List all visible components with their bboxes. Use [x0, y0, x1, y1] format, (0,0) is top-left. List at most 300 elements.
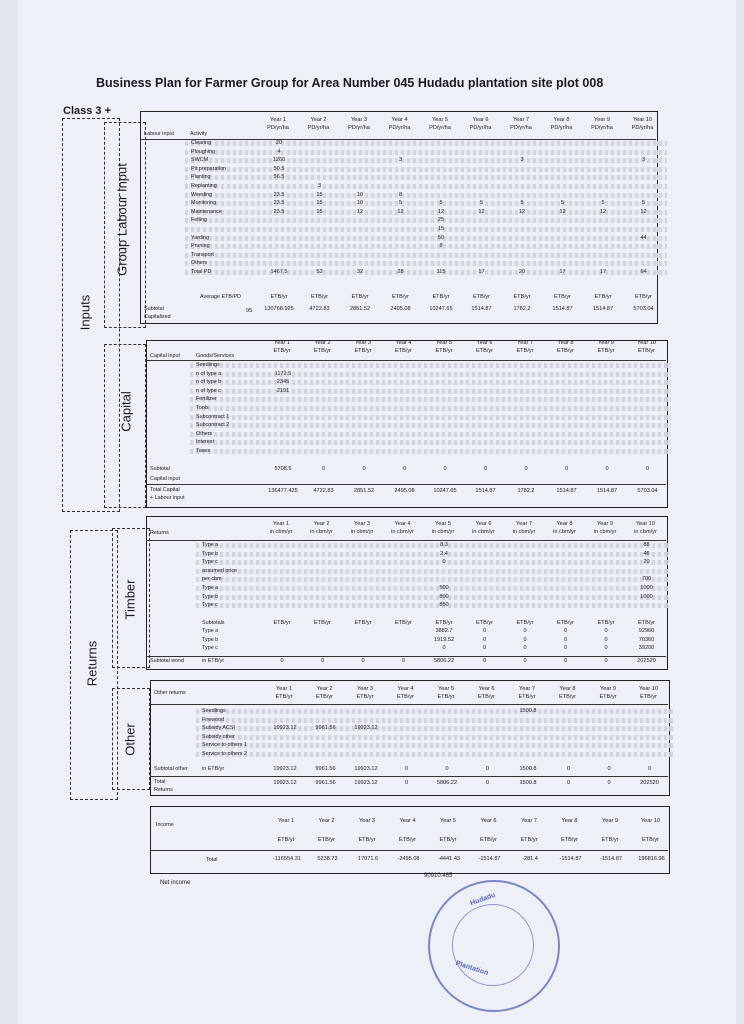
- timber-val-cell: 92960: [638, 628, 655, 634]
- income-year-header: Year 2: [318, 818, 335, 824]
- timber-year-header: Year 10: [635, 521, 656, 527]
- timber-subtotal-wood-label: Subtotal wood: [150, 658, 185, 664]
- timber-etb-unit: ETB/yr: [435, 620, 453, 626]
- other-total-value: 1500.8: [519, 780, 537, 786]
- timber-unit-header: in cbm/yr: [431, 529, 455, 535]
- income-year-header: Year 9: [602, 818, 618, 824]
- capital-unit-header: ETB/yr: [516, 348, 534, 354]
- income-total-value: -1514.87: [559, 856, 582, 862]
- timber-col-header: Returns: [150, 530, 169, 536]
- labour-cell: 15: [316, 208, 323, 215]
- timber-etb-unit: ETB/yr: [597, 620, 615, 626]
- capital-unit-header: ETB/yr: [556, 348, 575, 354]
- timber-cell: 2.4: [440, 550, 448, 557]
- labour-row-shading: [185, 158, 667, 163]
- timber-year-header: Year 9: [597, 521, 613, 527]
- capital-row-shading: [190, 432, 671, 437]
- capital-label: Capital: [118, 391, 134, 432]
- labour-cell: 12: [397, 208, 404, 215]
- capital-unit-header: ETB/yr: [273, 348, 291, 354]
- stamp-text-top: Hudadu: [469, 891, 497, 908]
- labour-year-header: Year 6: [472, 117, 489, 123]
- income-total-value: 5238.73: [317, 856, 338, 862]
- income-unit-header: ETB/yr: [479, 837, 498, 843]
- other-row-label: Subsidy ACSI: [202, 725, 235, 732]
- labour-unit-header: PD/yr/ha: [469, 125, 492, 131]
- labour-cell: 5: [479, 200, 484, 207]
- timber-val-cell: 0: [523, 636, 527, 643]
- labour-col-header: Labour input: [144, 131, 174, 137]
- income-year-header: Year 1: [278, 818, 294, 824]
- labour-cell: 23.5: [273, 200, 285, 207]
- capital-unit-header: ETB/yr: [313, 348, 332, 354]
- labour-subtotal-value: 1514.87: [471, 306, 492, 312]
- labour-cell: 3: [520, 157, 524, 164]
- timber-cell: 20: [643, 559, 650, 566]
- timber-row-label: per cbm: [202, 576, 222, 583]
- labour-cell: 8: [439, 243, 443, 250]
- timber-cell: 700: [641, 576, 652, 583]
- labour-subtotal-value: 1782.2: [513, 306, 531, 312]
- other-subtotal-value: 0: [485, 766, 490, 772]
- labour-capitalized-label: Capitalized: [144, 314, 171, 320]
- other-row-shading: [196, 752, 673, 757]
- capital-row-label: Others: [196, 430, 213, 437]
- capital-year-header: Year 8: [557, 340, 574, 346]
- capital-cell: 1172.5: [274, 370, 292, 377]
- timber-header-rule: [146, 540, 666, 541]
- other-unit-header: ETB/yr: [396, 694, 415, 700]
- capital-row-shading: [190, 449, 671, 454]
- net-income-label: Net income: [160, 880, 191, 886]
- labour-label: Group Labour Input: [114, 163, 130, 276]
- timber-val-cell: 0: [482, 645, 487, 652]
- other-subtotal-value: 1500.8: [519, 766, 537, 772]
- timber-unit-header: in cbm/yr: [472, 529, 495, 535]
- labour-cell: 10: [356, 191, 364, 198]
- timber-subtotal-wood-value: 0: [563, 658, 568, 664]
- timber-cell: 8.3: [440, 542, 448, 548]
- labour-subtotal-value: 1514.87: [552, 306, 573, 312]
- capital-total-value: 136477.425: [268, 488, 298, 494]
- income-col-header: Income: [156, 822, 174, 828]
- income-unit-header: ETB/yr: [358, 837, 376, 843]
- income-unit-header: ETB/yr: [398, 837, 417, 843]
- income-unit-header: ETB/yr: [277, 837, 295, 843]
- income-year-header: Year 7: [521, 818, 537, 824]
- income-unit-header: ETB/yr: [601, 837, 619, 843]
- capital-row-shading: [190, 423, 671, 428]
- timber-val-cell: 39200: [638, 645, 655, 652]
- timber-etb-unit: ETB/yr: [637, 620, 656, 626]
- timber-subtotal-wood-value: 0: [320, 658, 325, 664]
- capital-unit-header: ETB/yr: [475, 348, 494, 354]
- capital-subtotal-value: 0: [524, 466, 528, 472]
- capital-total-value: 10247.65: [433, 488, 457, 494]
- labour-row-label: Others: [191, 260, 208, 267]
- labour-col-header: Activity: [190, 131, 208, 137]
- timber-subtotal-wood-value: 0: [604, 658, 608, 664]
- income-total-value: 17071.6: [357, 856, 379, 862]
- timber-row-label: Type a: [202, 542, 219, 548]
- labour-year-header: Year 1: [270, 117, 286, 123]
- labour-unit-header: PD/yr/ha: [591, 125, 613, 131]
- timber-cell: 46: [643, 550, 650, 557]
- capital-row-shading: [190, 389, 671, 394]
- other-row-shading: [196, 735, 673, 740]
- labour-cell: 32: [356, 269, 364, 275]
- other-row-shading: [196, 743, 673, 748]
- capital-row-shading: [190, 372, 671, 377]
- other-total-value: 19923.12: [354, 780, 378, 786]
- capital-unit-header: ETB/yr: [637, 348, 656, 354]
- capital-input-label: Capital input: [150, 476, 180, 482]
- income-year-header: Year 3: [359, 818, 375, 824]
- capital-total-value: 2495.08: [394, 488, 415, 494]
- capital-year-header: Year 9: [598, 340, 614, 346]
- labour-row-label: Maintenance: [191, 208, 222, 215]
- labour-row-shading: [185, 167, 667, 172]
- timber-val-row-label: Type b: [202, 636, 219, 643]
- timber-etb-unit: ETB/yr: [516, 620, 534, 626]
- labour-cell: 28: [397, 269, 404, 275]
- other-header-rule: [150, 704, 668, 705]
- labour-cell: 1467.5: [270, 269, 288, 275]
- labour-etb-unit: ETB/yr: [513, 294, 531, 300]
- labour-cell: 17: [559, 269, 566, 275]
- other-subtotal-value: 19923.12: [354, 766, 378, 772]
- other-year-header: Year 7: [519, 686, 535, 692]
- labour-cell: 23.5: [273, 191, 285, 198]
- labour-unit-header: PD/yr/ha: [388, 125, 411, 131]
- income-total-value: -281.4: [522, 856, 538, 862]
- timber-etb-unit: ETB/yr: [313, 620, 332, 626]
- timber-row-label: Type c: [202, 602, 218, 609]
- labour-subtotal-value: 5703.04: [633, 306, 654, 312]
- labour-cell: 5: [439, 200, 443, 207]
- labour-etb-unit: ETB/yr: [472, 294, 491, 300]
- labour-cell: 12: [599, 208, 607, 215]
- labour-cell: 5: [520, 200, 524, 207]
- labour-cell: 50: [437, 234, 445, 241]
- timber-val-cell: 0: [482, 636, 487, 643]
- other-row-label: Subsidy other: [202, 733, 235, 740]
- other-total-value: 0: [404, 780, 409, 786]
- other-total-value: 9961.56: [315, 780, 336, 786]
- timber-unit-header: in cbm/yr: [269, 529, 293, 535]
- timber-row-label: Type a: [202, 585, 219, 591]
- capital-subtotal-value: 0: [564, 466, 569, 472]
- income-total-value: -4441.43: [437, 856, 461, 862]
- other-row-label: Firewood: [202, 716, 225, 723]
- labour-etb-unit: ETB/yr: [594, 294, 612, 300]
- capital-unit-header: ETB/yr: [597, 348, 615, 354]
- capital-row-label: Subcontract 1: [196, 413, 230, 420]
- labour-cell: 15: [437, 226, 445, 232]
- timber-val-cell: 0: [482, 628, 487, 634]
- timber-unit-header: in cbm/yr: [391, 529, 414, 535]
- capital-row-label: Subcontract 2: [196, 422, 230, 429]
- labour-avg-value: 95: [246, 308, 252, 314]
- labour-etb-unit: ETB/yr: [432, 294, 450, 300]
- labour-row-label: Total PD: [191, 269, 212, 275]
- other-total-rule: [150, 776, 668, 777]
- income-rule: [150, 850, 668, 851]
- income-year-header: Year 4: [399, 818, 416, 824]
- timber-cell: 800: [439, 593, 449, 600]
- capital-subtotal-value: 0: [483, 466, 488, 472]
- other-cell: 19923.12: [273, 725, 297, 732]
- other-total-label: Returns: [154, 787, 173, 793]
- labour-year-header: Year 4: [391, 117, 408, 123]
- capital-row-shading: [190, 397, 671, 402]
- other-year-header: Year 8: [559, 686, 576, 692]
- income-year-header: Year 5: [440, 818, 456, 824]
- capital-header-rule: [146, 360, 666, 361]
- labour-etb-unit: ETB/yr: [553, 294, 572, 300]
- capital-subtotal-value: 5708.5: [274, 466, 292, 472]
- labour-cell: 25: [437, 217, 445, 224]
- other-row-label: Service to others 2: [202, 751, 247, 757]
- timber-row-label: assumed price: [202, 567, 238, 574]
- other-subtotal-value: 0: [404, 766, 409, 772]
- timber-year-header: Year 1: [273, 521, 289, 527]
- income-unit-header: ETB/yr: [641, 837, 660, 843]
- labour-cell: 20: [518, 269, 526, 275]
- labour-row-label: Clearing: [191, 140, 212, 146]
- labour-cell: 10: [356, 200, 364, 207]
- labour-subtotal-value: 10247.65: [429, 306, 453, 312]
- other-unit-header: ETB/yr: [477, 694, 496, 700]
- labour-cell: 12: [559, 208, 566, 215]
- capital-total-label: + Labour input: [150, 495, 185, 501]
- labour-cell: 5: [560, 200, 565, 207]
- labour-year-header: Year 3: [351, 117, 367, 123]
- labour-row-shading: [185, 184, 667, 189]
- timber-subtotal-wood-value: 5806.22: [433, 658, 455, 664]
- timber-year-header: Year 5: [435, 521, 451, 527]
- capital-col-header: Capital input: [150, 353, 180, 359]
- labour-row-shading: [185, 175, 667, 180]
- labour-cell: 4: [277, 148, 281, 155]
- timber-cell: 0: [442, 559, 446, 566]
- other-unit-header: ETB/yr: [599, 694, 617, 700]
- capital-year-header: Year 10: [636, 340, 657, 346]
- income-year-header: Year 10: [640, 818, 661, 824]
- capital-subtotal-value: 0: [402, 466, 407, 472]
- timber-etb-unit: ETB/yr: [354, 620, 372, 626]
- other-total-value: 202520: [640, 780, 659, 786]
- timber-label: Timber: [122, 579, 138, 620]
- other-label: Other: [122, 723, 138, 756]
- timber-row-label: Type c: [202, 559, 218, 566]
- other-year-header: Year 1: [276, 686, 292, 692]
- timber-val-cell: 0: [604, 645, 608, 652]
- capital-unit-header: ETB/yr: [354, 348, 372, 354]
- timber-val-cell: 0: [523, 628, 527, 634]
- income-total-value: -1514.87: [478, 856, 501, 862]
- capital-cell: 2345: [276, 379, 290, 386]
- labour-subtotal-value: 130768.925: [264, 306, 294, 312]
- other-row-shading: [196, 709, 673, 714]
- other-cell: 1500.8: [519, 708, 537, 714]
- timber-cell: 500: [439, 585, 449, 591]
- timber-val-cell: 0: [563, 628, 568, 634]
- capital-total-value: 1514.87: [556, 488, 577, 494]
- timber-unit-header: in cbm/yr: [634, 529, 657, 535]
- capital-row-shading: [190, 380, 671, 385]
- other-row-label: Seedlings: [202, 708, 226, 714]
- timber-year-header: Year 3: [354, 521, 370, 527]
- labour-cell: 3: [398, 157, 403, 164]
- income-year-header: Year 6: [480, 818, 497, 824]
- labour-row-label: Replanting: [191, 183, 217, 189]
- capital-col-header: Goods/Services: [196, 353, 235, 359]
- capital-year-header: Year 6: [476, 340, 493, 346]
- timber-row-shading: [196, 569, 670, 574]
- other-year-header: Year 5: [438, 686, 454, 692]
- capital-subtotal-value: 0: [645, 466, 650, 472]
- other-cell: 9961.56: [315, 725, 336, 732]
- other-year-header: Year 3: [357, 686, 373, 692]
- labour-cell: 15: [316, 200, 323, 207]
- other-subtotal-value: 19923.12: [273, 766, 297, 772]
- capital-total-value: 2851.52: [353, 488, 375, 494]
- labour-etb-unit: ETB/yr: [391, 294, 410, 300]
- labour-unit-header: PD/yr/ha: [307, 125, 330, 131]
- capital-unit-header: ETB/yr: [435, 348, 453, 354]
- capital-row-label: Fertilizer: [196, 396, 217, 403]
- timber-row-shading: [196, 577, 670, 582]
- capital-row-label: Seedlings: [196, 362, 220, 368]
- timber-val-cell: 0: [563, 636, 568, 643]
- capital-year-header: Year 5: [436, 340, 452, 346]
- labour-unit-header: PD/yr/ha: [348, 125, 370, 131]
- timber-cell: 88: [643, 542, 650, 548]
- labour-year-header: Year 10: [632, 117, 653, 123]
- labour-cell: 17: [599, 269, 607, 275]
- labour-cell: 1260: [272, 157, 286, 164]
- income-unit-header: ETB/yr: [560, 837, 579, 843]
- other-year-header: Year 10: [638, 686, 659, 692]
- labour-row-shading: [185, 261, 667, 266]
- timber-unit-header: in cbm/yr: [350, 529, 374, 535]
- other-unit-header: ETB/yr: [518, 694, 536, 700]
- labour-cell: 12: [518, 208, 526, 215]
- capital-row-shading: [190, 415, 671, 420]
- other-subtotal-value: 0: [445, 766, 449, 772]
- other-total-value: 0: [607, 780, 611, 786]
- labour-cell: 64: [640, 269, 647, 275]
- capital-unit-header: ETB/yr: [394, 348, 413, 354]
- capital-row-shading: [190, 406, 671, 411]
- timber-val-cell: 0: [604, 628, 608, 634]
- labour-cell: 12: [640, 208, 647, 215]
- capital-total-value: 1782.2: [517, 488, 535, 494]
- other-unit-header: ETB/yr: [356, 694, 374, 700]
- labour-row-shading: [185, 150, 667, 155]
- timber-val-cell: 1919.52: [433, 636, 455, 643]
- capital-subtotal-value: 0: [605, 466, 609, 472]
- labour-cell: 5: [641, 200, 646, 207]
- other-subtotal-value: 0: [566, 766, 571, 772]
- page-title: Business Plan for Farmer Group for Area Number 045 Hudadu plantation site plot 008: [96, 76, 604, 90]
- labour-etb-unit: ETB/yr: [270, 294, 288, 300]
- capital-subtotal-label: Subtotal: [150, 466, 170, 472]
- timber-val-cell: 70360: [638, 636, 655, 643]
- labour-year-header: Year 8: [553, 117, 570, 123]
- income-year-header: Year 8: [561, 818, 578, 824]
- capital-row-label: Interest: [196, 439, 214, 446]
- income-total-label: Total: [206, 857, 218, 863]
- other-subtotal-value: 9961.56: [315, 766, 336, 772]
- labour-unit-header: PD/yr/ha: [550, 125, 573, 131]
- timber-year-header: Year 6: [475, 521, 492, 527]
- net-income-value: 90910.465: [424, 873, 453, 879]
- timber-val-row-label: Type a: [202, 628, 219, 634]
- labour-cell: 56.5: [273, 174, 285, 181]
- labour-row-shading: [185, 253, 667, 258]
- income-unit-header: ETB/yr: [520, 837, 538, 843]
- timber-year-header: Year 2: [313, 521, 330, 527]
- other-year-header: Year 2: [316, 686, 333, 692]
- labour-etb-unit: ETB/yr: [310, 294, 329, 300]
- timber-etb-unit: ETB/yr: [556, 620, 575, 626]
- timber-val-cell: 0: [604, 636, 608, 643]
- capital-total-value: 1514.87: [596, 488, 618, 494]
- inputs-label: Inputs: [77, 294, 93, 331]
- labour-cell: 12: [356, 208, 364, 215]
- capital-row-label: n of type b: [196, 379, 222, 386]
- capital-total-value: 4722.83: [313, 488, 334, 494]
- timber-unit-header: in cbm/yr: [310, 529, 333, 535]
- capital-row-label: n of type c: [196, 387, 221, 394]
- timber-unit-header: in cbm/yr: [553, 529, 576, 535]
- labour-cell: 115: [436, 269, 446, 275]
- income-total-value: -1514.87: [599, 856, 623, 862]
- capital-row-label: n of type a: [196, 370, 222, 377]
- capital-subtotal-value: 0: [362, 466, 366, 472]
- capital-cell: 2191: [276, 387, 290, 394]
- capital-row-shading: [190, 363, 671, 368]
- other-subtotal-value: 0: [647, 766, 652, 772]
- labour-row-label: Pit preparation: [191, 165, 227, 172]
- labour-row-label: Pruning: [191, 243, 210, 250]
- labour-cell: 23.5: [273, 208, 285, 215]
- timber-year-header: Year 7: [516, 521, 532, 527]
- capital-row-label: Taxes: [196, 448, 211, 454]
- capital-total-rule: [146, 484, 666, 485]
- labour-row-label: Felling: [191, 217, 207, 224]
- returns-label: Returns: [84, 640, 100, 687]
- official-stamp-inner-ring: [452, 904, 534, 986]
- labour-cell: 3: [317, 183, 322, 189]
- timber-row-label: Type b: [202, 593, 219, 600]
- labour-subtotal-value: 1514.87: [592, 306, 614, 312]
- labour-header-rule: [140, 139, 656, 140]
- other-year-header: Year 9: [600, 686, 616, 692]
- other-total-value: 0: [485, 780, 490, 786]
- timber-unit-header: in cbm/yr: [593, 529, 617, 535]
- timber-subtotal-wood-value: 0: [280, 658, 284, 664]
- labour-cell: 5: [398, 200, 403, 207]
- other-subtotal-label: Subtotal other: [154, 766, 188, 772]
- capital-total-value: 1514.87: [475, 488, 496, 494]
- labour-year-header: Year 5: [432, 117, 448, 123]
- timber-in-etb-label: in ETB/yr: [202, 658, 225, 664]
- other-unit-header: ETB/yr: [639, 694, 658, 700]
- timber-subtotal-wood-value: 0: [401, 658, 406, 664]
